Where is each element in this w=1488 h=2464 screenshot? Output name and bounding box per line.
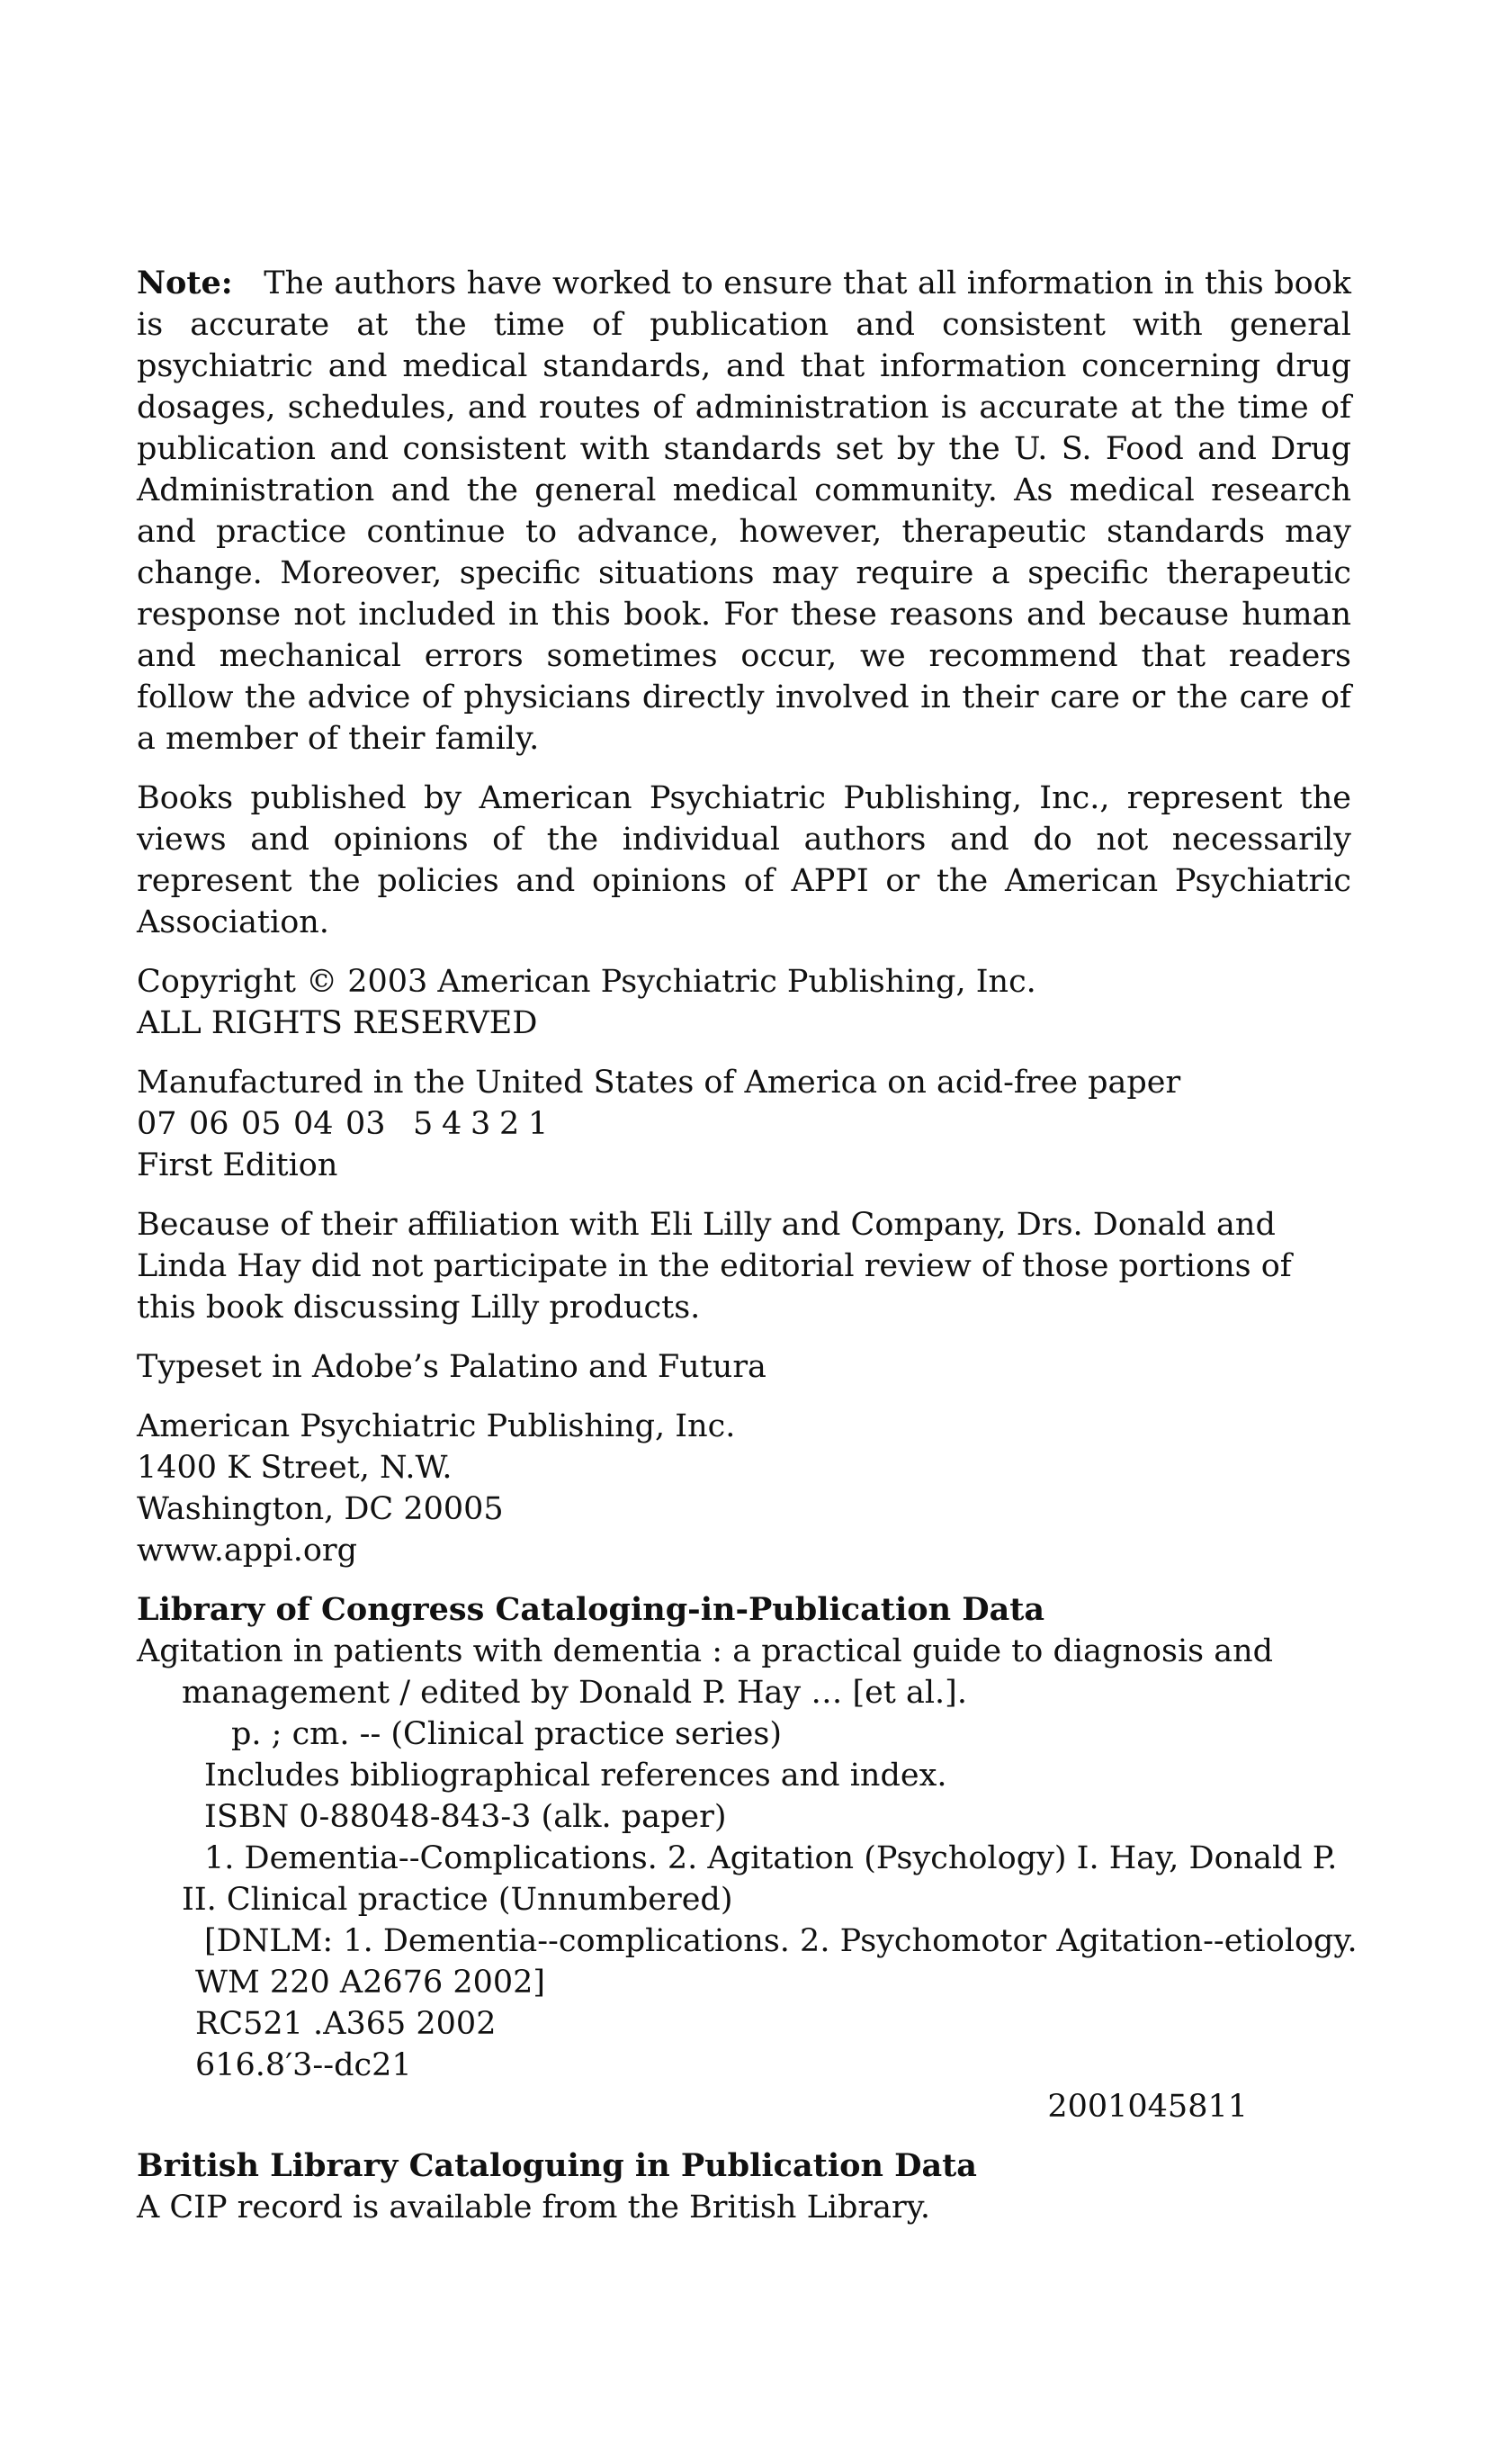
disclaimer-paragraph: Books published by American Psychiatric Publishing, Inc., represent the views and opinions of the individual authors and do not necessarily represent the policies and opinions of APPI or the American Psychiatric Association. [137, 780, 1351, 940]
loc-subjects-line: II. Clinical practice (Unnumbered) [182, 1882, 733, 1918]
loc-bibliography-note: Includes bibliographical references and index. [204, 1758, 947, 1794]
edition: First Edition [137, 1147, 338, 1183]
note-text: The authors have worked to ensure that all information in this book is accurate at the time of publication and consistent with general psychiatric and medical standards, and that information concerning drug dosages, schedules, and routes of administration is accurate at the time of publication and consistent with standards set by the U. S. Food and Drug Administration and the general medical community. As medical research and practice continue to advance, however, therapeutic standards may change. Moreover, specific situations may require a specific therapeutic response not included in this book. For these reasons and because human and mechanical errors sometimes occur, we recommend that readers follow the advice of physicians directly involved in their care or the care of a member of their family. [137, 265, 1351, 757]
publisher-name: American Psychiatric Publishing, Inc. [137, 1408, 736, 1444]
copyright-block [137, 961, 1351, 1044]
british-library-text: A CIP record is available from the British Library. [137, 2190, 931, 2226]
loc-call-number: RC521 .A365 2002 [195, 2006, 497, 2042]
printing-line [137, 1103, 1351, 1145]
print-year: 04 [293, 1106, 334, 1142]
print-number: 3 [471, 1106, 491, 1142]
loc-subjects-line: 1. Dementia--Complications. 2. Agitation (Psychology) I. Hay, Donald P. [204, 1840, 1338, 1876]
rights-reserved: ALL RIGHTS RESERVED [137, 1005, 538, 1041]
loc-dnlm-line: WM 220 A2676 2002] [195, 1965, 546, 2001]
loc-control-number: 2001045811 [1047, 2089, 1248, 2125]
copyright-line: Copyright © 2003 American Psychiatric Publishing, Inc. [137, 964, 1036, 1000]
print-number: 5 [413, 1106, 434, 1142]
loc-dnlm-line: [DNLM: 1. Dementia--complications. 2. Psychomotor Agitation--etiology. [204, 1923, 1358, 1959]
british-library-block [137, 2145, 1351, 2228]
note-paragraph [137, 263, 1351, 760]
note-label: Note: [137, 265, 233, 301]
british-library-heading: British Library Cataloguing in Publication Data [137, 2147, 977, 2184]
publisher-city: Washington, DC 20005 [137, 1491, 504, 1527]
manufacture-block [137, 1062, 1351, 1186]
typeset-line: Typeset in Adobe’s Palatino and Futura [137, 1349, 766, 1385]
print-year: 03 [345, 1106, 386, 1142]
affiliation-paragraph: Because of their affiliation with Eli Lilly and Company, Drs. Donald and Linda Hay did not participate in the editorial review of those portions of this book discussing Lilly products. [137, 1207, 1292, 1326]
print-number: 2 [499, 1106, 520, 1142]
print-year: 05 [241, 1106, 282, 1142]
print-year: 06 [189, 1106, 229, 1142]
loc-physical-description: p. ; cm. -- (Clinical practice series) [231, 1716, 782, 1752]
publisher-street: 1400 K Street, N.W. [137, 1450, 453, 1486]
loc-cip-block [137, 1589, 1358, 2127]
print-number: 1 [528, 1106, 549, 1142]
loc-title-line: management / edited by Donald P. Hay … [et al.]. [182, 1675, 967, 1711]
print-year: 07 [137, 1106, 177, 1142]
manufacture-line: Manufactured in the United States of America on acid-free paper [137, 1065, 1181, 1101]
copyright-page [137, 263, 1358, 2228]
loc-isbn: ISBN 0-88048-843-3 (alk. paper) [204, 1799, 727, 1835]
print-number: 4 [442, 1106, 462, 1142]
publisher-website: www.appi.org [137, 1533, 358, 1569]
loc-dewey-number: 616.8′3--dc21 [195, 2047, 412, 2083]
loc-heading: Library of Congress Cataloging-in-Publication Data [137, 1591, 1045, 1628]
publisher-address [137, 1406, 1351, 1571]
loc-title-line: Agitation in patients with dementia : a practical guide to diagnosis and [137, 1633, 1274, 1669]
